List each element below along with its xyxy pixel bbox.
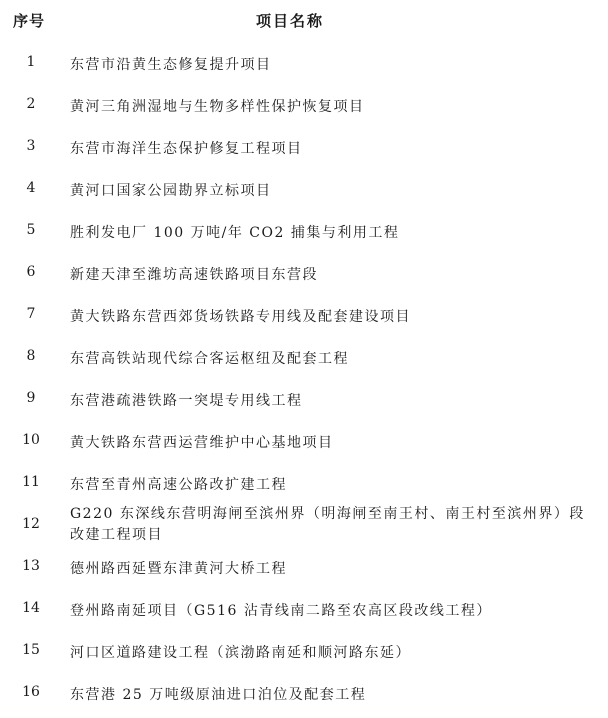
row-serial-number: 2 <box>26 96 36 112</box>
row-serial-number: 11 <box>22 474 40 490</box>
table-row <box>0 546 608 588</box>
row-project-name: 黄河三角洲湿地与生物多样性保护恢复项目 <box>70 99 365 115</box>
row-serial-number: 3 <box>26 138 36 154</box>
table-row <box>0 168 608 210</box>
header-serial-number: 序号 <box>13 12 46 30</box>
row-project-name: 东营至青州高速公路改扩建工程 <box>70 477 287 493</box>
row-project-name: 东营高铁站现代综合客运枢纽及配套工程 <box>70 351 349 367</box>
row-serial-number: 16 <box>22 684 40 700</box>
row-project-name: 登州路南延项目（G516 沾青线南二路至农高区段改线工程） <box>70 603 492 619</box>
row-project-name: 德州路西延暨东津黄河大桥工程 <box>70 561 287 577</box>
table-row <box>0 630 608 672</box>
table-row <box>0 126 608 168</box>
table-row <box>0 378 608 420</box>
row-serial-number: 7 <box>26 306 36 322</box>
row-serial-number: 15 <box>22 642 40 658</box>
table-row <box>0 420 608 462</box>
row-project-name: 黄河口国家公园勘界立标项目 <box>70 183 272 199</box>
row-project-name: G220 东深线东营明海闸至滨州界（明海闸至南王村、南王村至滨州界）段改建工程项目 <box>70 506 585 543</box>
row-project-name: 东营市沿黄生态修复提升项目 <box>70 57 272 73</box>
table-header <box>0 0 608 40</box>
row-serial-number: 1 <box>26 54 36 70</box>
row-serial-number: 8 <box>26 348 36 364</box>
table-row <box>0 462 608 504</box>
row-serial-number: 6 <box>26 264 36 280</box>
row-project-name: 河口区道路建设工程（滨渤路南延和顺河路东延） <box>70 645 411 661</box>
table-row <box>0 294 608 336</box>
row-project-name: 东营港 25 万吨级原油进口泊位及配套工程 <box>70 687 367 703</box>
header-project-name: 项目名称 <box>256 12 325 30</box>
row-serial-number: 12 <box>22 516 40 532</box>
row-serial-number: 10 <box>22 432 40 448</box>
table-row <box>0 84 608 126</box>
table-row <box>0 252 608 294</box>
table-body <box>0 42 608 714</box>
row-serial-number: 14 <box>22 600 40 616</box>
table-row <box>0 210 608 252</box>
row-serial-number: 5 <box>26 222 36 238</box>
row-serial-number: 9 <box>26 390 36 406</box>
row-project-name: 黄大铁路东营西郊货场铁路专用线及配套建设项目 <box>70 309 411 325</box>
row-serial-number: 4 <box>26 180 36 196</box>
row-project-name: 东营市海洋生态保护修复工程项目 <box>70 141 303 157</box>
row-serial-number: 13 <box>22 558 40 574</box>
table-row <box>0 672 608 714</box>
row-project-name: 胜利发电厂 100 万吨/年 CO2 捕集与利用工程 <box>70 225 400 241</box>
row-project-name: 新建天津至潍坊高速铁路项目东营段 <box>70 267 318 283</box>
table-row <box>0 588 608 630</box>
row-project-name: 黄大铁路东营西运营维护中心基地项目 <box>70 435 334 451</box>
table-row <box>0 42 608 84</box>
row-project-name: 东营港疏港铁路一突堤专用线工程 <box>70 393 303 409</box>
table-row <box>0 336 608 378</box>
table-row <box>0 504 608 546</box>
